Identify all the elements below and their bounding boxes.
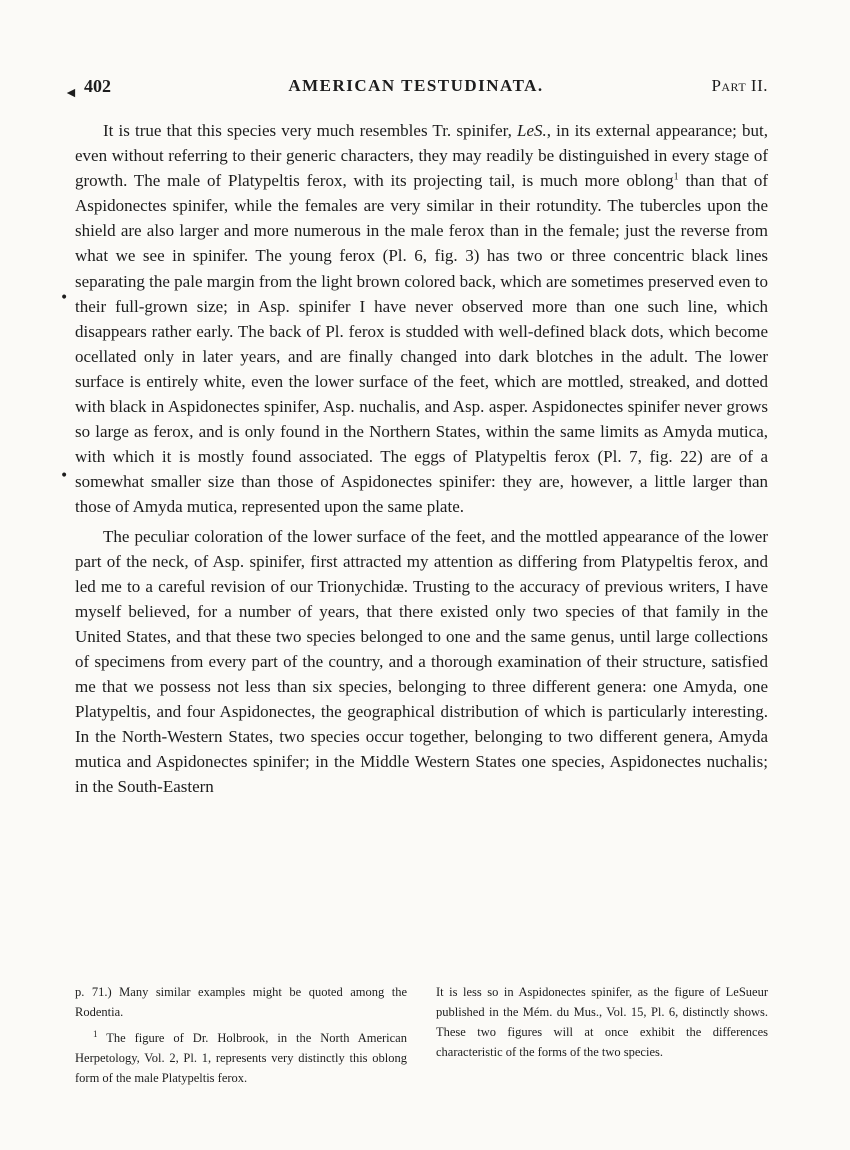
paragraph bbox=[75, 118, 768, 520]
author-abbrev: LeS. bbox=[517, 121, 547, 140]
margin-dot: • bbox=[60, 468, 69, 484]
paragraph-text: than that of Aspidonectes spinifer, while the females are very similar in their rotundity. The tubercles upon the shield are also larger and more numerous in the male ferox than in the female; just the reverse from what we see in spinifer. The young ferox (Pl. 6, fig. 3) has two or three concentric black lines separating the pale margin from the light brown colored back, which are sometimes preserved even to their full-grown size; in Asp. spinifer I have never observed more than one such line, which disappears rather early. The back of Pl. ferox is studded with well-defined black dots, which become ocellated only in later years, and are finally changed into dark blotches in the adult. The lower surface is entirely white, even the lower surface of the feet, which are mottled, streaked, and dotted with black in Aspidonectes spinifer, Asp. nuchalis, and Asp. asper. Aspidonectes spinifer never grows so large as ferox, and is only found in the Northern States, within the same limits as Amyda mutica, with which it is mostly found associated. The eggs of Platypeltis ferox (Pl. 7, fig. 22) are of a somewhat smaller size than those of Aspidonectes spinifer: they are, however, a little larger than those of Amyda mutica, represented upon the same plate. bbox=[75, 171, 769, 517]
footnote-column-right bbox=[436, 982, 768, 1088]
footnote-continuation: p. 71.) Many similar examples might be quoted among the Rodentia. bbox=[75, 985, 407, 1019]
footnote-text: The figure of Dr. Holbrook, in the North American Herpetology, Vol. 2, Pl. 1, represents very distinctly this oblong form of the male Platypeltis ferox. bbox=[75, 1031, 407, 1085]
running-title: AMERICAN TESTUDINATA. bbox=[288, 76, 544, 95]
body-text bbox=[75, 118, 768, 800]
footnote-ref: 1 bbox=[673, 171, 679, 183]
paragraph-text: It is true that this species very much resembles Tr. spinifer, bbox=[103, 121, 518, 140]
page-header bbox=[64, 72, 768, 102]
footnote bbox=[75, 1028, 407, 1088]
part-label: Part II. bbox=[711, 76, 768, 95]
margin-dot: • bbox=[60, 290, 69, 306]
paragraph: The peculiar coloration of the lower surface of the feet, and the mottled appearance of the lower part of the neck, of Asp. spinifer, first attracted my attention as differing from Platypeltis ferox, and led me to a careful revision of our Trionychidæ. Trusting to the accuracy of previous writers, I have myself believed, for a number of years, that there existed only two species of that family in the United States, and that these two species belonged to one and the same genus, until large collections of specimens from every part of the country, and a thorough examination of their structure, satisfied me that we possess not less than six species, belonging to three different genera: one Amyda, one Platypeltis, and four Aspidonectes, the geographical distribution of which is particularly interesting. In the North-Western States, two species occur together, belonging to two different genera, Amyda mutica and Aspidonectes spinifer; in the Middle Western States one species, Aspidonectes nuchalis; in the South-Eastern bbox=[75, 526, 768, 797]
paragraph-text: , in its external appearance; but, even without referring to their generic characters, they may readily be distinguished in every stage of growth. The male of Platypeltis ferox, with its projecting tail, is much more oblong bbox=[75, 121, 768, 191]
footnote-column-left bbox=[75, 982, 407, 1088]
footnote-continuation: It is less so in Aspidonectes spinifer, as the figure of LeSueur published in the Mém. du Mus., Vol. 15, Pl. 6, distinctly shows. These two figures will at once exhibit the differences characteristic of the forms of the two species. bbox=[436, 985, 768, 1059]
margin-mark: ◄ bbox=[64, 86, 80, 101]
footnotes bbox=[75, 982, 768, 1088]
page-number: 402 bbox=[84, 76, 111, 96]
footnote-marker: 1 bbox=[93, 1028, 98, 1039]
